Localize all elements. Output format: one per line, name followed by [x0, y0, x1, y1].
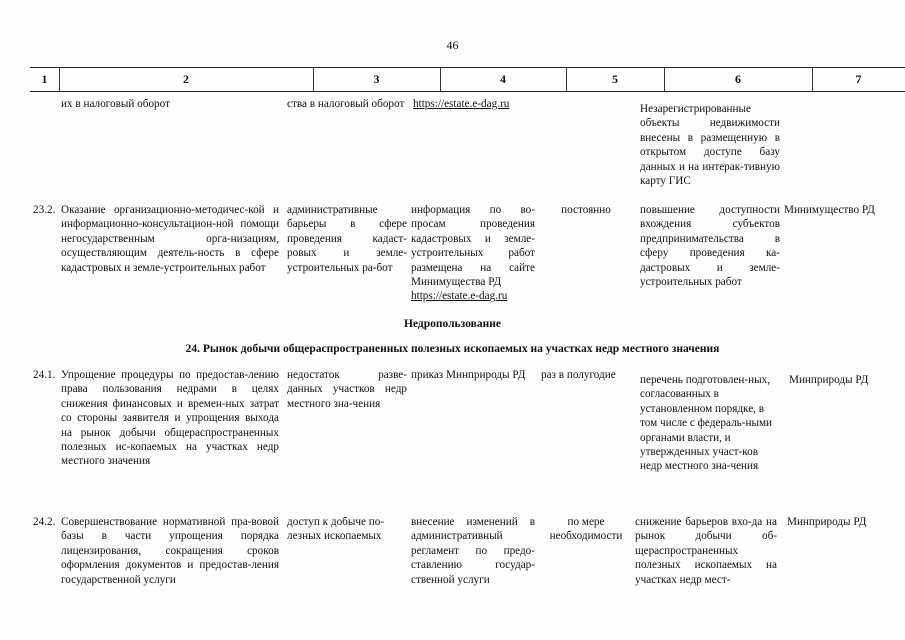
- cont-link[interactable]: https://estate.e-dag.ru: [413, 98, 510, 110]
- action-cell: приказ Минприроды РД: [411, 369, 526, 381]
- header-col-1: 1: [41, 72, 48, 86]
- header-col-4: 4: [500, 72, 506, 86]
- period-cell: раз в полугодие: [541, 369, 616, 381]
- row-number: 24.2.: [33, 516, 56, 528]
- responsible-cell: Минприроды РД: [787, 516, 867, 528]
- cont-barrier-cell: ства в налоговый оборот: [287, 98, 405, 110]
- period-cell: постоянно: [561, 204, 611, 216]
- action-link[interactable]: https://estate.e-dag.ru: [411, 290, 508, 303]
- responsible-cell: Минимущество РД: [784, 204, 875, 216]
- action-text: информация по во-просам проведения кадастровых и земле-устроительных работ размещена на сайте Минимущества РД: [411, 204, 535, 289]
- row-number: 23.2.: [33, 204, 56, 216]
- period-cell: по мере необходимости: [549, 516, 623, 543]
- cont-measure-cell: их в налоговый оборот: [61, 98, 170, 110]
- measure-cell: Совершенствование нормативной пра-вовой базы в части упрощения порядка лицензирования, сокращения сроков оформления документов и предостав-ления государственной услуги: [61, 516, 279, 586]
- section-title: Недропользование: [404, 318, 501, 330]
- row-number: 24.1.: [33, 369, 56, 381]
- header-col-2: 2: [183, 72, 189, 86]
- measure-cell: Оказание организационно-методичес-кой и информационно-консультацион-ной помощи негосударственным орга-низациям, осуществляющим деятель-ность в сфере кадастровых и земле-устроительных работ: [61, 204, 279, 274]
- table-header: [30, 67, 905, 92]
- header-col-5: 5: [612, 72, 618, 86]
- header-col-6: 6: [735, 72, 741, 86]
- result-cell: снижение барьеров вхо-да на рынок добычи об-щераспространенных полезных ископаемых на участках недр мест-: [635, 516, 777, 586]
- barrier-cell: доступ к добыче по-лезных ископаемых: [287, 516, 385, 543]
- header-col-7: 7: [855, 72, 862, 86]
- measure-cell: Упрощение процедуры по предостав-лению права пользования недрами в целях снижения финансовых и времен-ных затрат со стороны заявителя и упрощения выхода на рынок добычи общераспространенных полезных ис-копаемых на участках недр местного значения: [61, 369, 279, 468]
- result-cell: перечень подготовлен-ных, согласованных в установленном порядке, в том числе с федераль-ными органами власти, и утвержденных участ-ков недр местного зна-чения: [640, 374, 773, 473]
- page-number: 46: [446, 38, 459, 52]
- cont-result-cell: Незарегистрированные объекты недвижимости внесены в размещенную в открытом доступе базу данных и на интерак-тивную карту ГИС: [640, 103, 780, 188]
- result-cell: повышение доступности вхождения субъектов предпринимательства в сферу проведения ка-дастровых и земле-устроительных работ: [640, 204, 780, 289]
- responsible-cell: Минприроды РД: [789, 374, 869, 386]
- barrier-cell: административные барьеры в сфере проведения кадаст-ровых и земле-устроительных ра-бот: [287, 204, 407, 274]
- subsection-title: 24. Рынок добычи общераспространенных полезных ископаемых на участках недр местного значения: [185, 343, 720, 355]
- action-cell: внесение изменений в административный регламент по предо-ставлению государ-ственной услуги: [411, 516, 535, 586]
- header-col-3: 3: [373, 72, 380, 86]
- barrier-cell: недостаток разве-данных участков недр местного зна-чения: [287, 369, 407, 410]
- action-cell: [411, 203, 535, 304]
